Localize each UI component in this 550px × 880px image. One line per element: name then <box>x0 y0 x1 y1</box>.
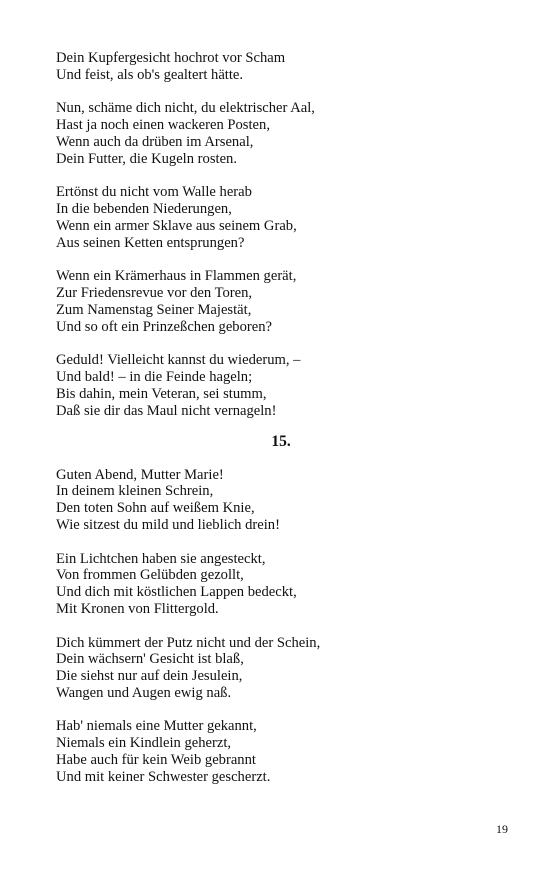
stanza <box>56 100 506 167</box>
poem-line: Habe auch für kein Weib gebrannt <box>56 752 256 769</box>
poem-line: Hast ja noch einen wackeren Posten, <box>56 117 270 134</box>
stanza <box>56 635 506 702</box>
stanza <box>56 184 506 251</box>
poem-line: Und feist, als ob's gealtert hätte. <box>56 66 244 83</box>
poem-line: Wie sitzest du mild und lieblich drein! <box>56 516 280 533</box>
poem-line: Dein Futter, die Kugeln rosten. <box>56 150 237 167</box>
stanza <box>56 551 506 618</box>
poem-line: Dein Kupfergesicht hochrot vor Scham <box>56 50 286 66</box>
poem-line: Wenn auch da drüben im Arsenal, <box>56 133 254 150</box>
poem-line: In deinem kleinen Schrein, <box>56 483 214 500</box>
poem-part-after <box>56 467 506 786</box>
stanza <box>56 718 506 785</box>
stanza <box>56 352 506 419</box>
poem-line: Niemals ein Kindlein geherzt, <box>56 735 232 752</box>
poem-line: Und mit keiner Schwester gescherzt. <box>56 768 271 785</box>
poem-line: Ertönst du nicht vom Walle herab <box>56 184 252 201</box>
poem-line: Nun, schäme dich nicht, du elektrischer Aal, <box>56 100 315 117</box>
poem-line: Zum Namenstag Seiner Majestät, <box>56 301 252 318</box>
poem-line: Die siehst nur auf dein Jesulein, <box>56 668 243 685</box>
poem-line: Guten Abend, Mutter Marie! <box>56 466 224 483</box>
poem-line: Und dich mit köstlichen Lappen bedeckt, <box>56 584 297 601</box>
poem-line: Zur Friedensrevue vor den Toren, <box>56 285 253 302</box>
poem-line: Und bald! – in die Feinde hageln; <box>56 369 253 386</box>
section-heading: 15. <box>271 432 291 450</box>
poem-line: Ein Lichtchen haben sie angesteckt, <box>56 550 266 567</box>
poem-line: Daß sie dir das Maul nicht vernageln! <box>56 402 277 419</box>
poem-line: Wenn ein armer Sklave aus seinem Grab, <box>56 217 297 234</box>
poem-line: Bis dahin, mein Veteran, sei stumm, <box>56 385 267 402</box>
poem-line: Geduld! Vielleicht kannst du wiederum, – <box>56 352 301 369</box>
poem-line: Dein wächsern' Gesicht ist blaß, <box>56 651 244 668</box>
poem-page <box>56 50 506 786</box>
poem-line: Von frommen Gelübden gezollt, <box>56 567 244 584</box>
poem-line: Mit Kronen von Flittergold. <box>56 600 219 617</box>
poem-line: Und so oft ein Prinzeßchen geboren? <box>56 318 272 335</box>
stanza <box>56 467 506 534</box>
poem-line: Hab' niemals eine Mutter gekannt, <box>56 718 257 735</box>
poem-line: Dich kümmert der Putz nicht und der Schein, <box>56 634 321 651</box>
poem-part-before <box>56 50 506 420</box>
poem-line: Den toten Sohn auf weißem Knie, <box>56 500 255 517</box>
poem-line: Wenn ein Krämerhaus in Flammen gerät, <box>56 268 297 285</box>
stanza <box>56 50 506 84</box>
poem-line: Wangen und Augen ewig naß. <box>56 684 232 701</box>
poem-line: Aus seinen Ketten entsprungen? <box>56 234 245 251</box>
stanza <box>56 268 506 335</box>
page-number: 19 <box>496 822 508 836</box>
poem-line: In die bebenden Niederungen, <box>56 201 232 218</box>
